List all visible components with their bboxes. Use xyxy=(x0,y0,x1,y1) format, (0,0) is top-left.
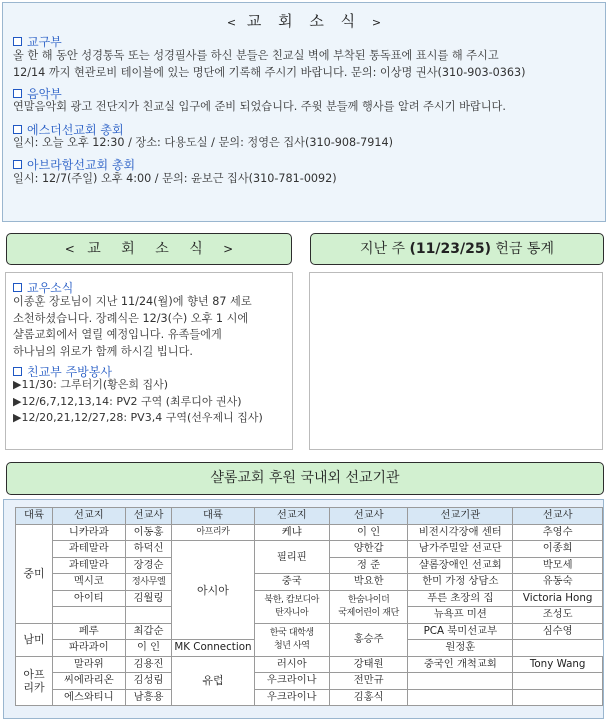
table-row xyxy=(16,673,603,690)
field-cell: 우크라이나 xyxy=(254,673,329,690)
section-heading-text: 교우소식 xyxy=(27,281,74,295)
header-field: 선교지 xyxy=(52,508,125,525)
missionary-cell: 이 인 xyxy=(329,524,407,541)
organization-cell xyxy=(408,673,513,690)
continent-cell: 아프리카 xyxy=(172,524,254,541)
bracket-left: < xyxy=(64,242,75,256)
missionary-cell: 이동홍 xyxy=(125,524,172,541)
stats-date: (11/23/25) xyxy=(409,241,491,257)
text-line: 소천하셨습니다. 장례식은 12/3(수) 오후 1 시에 xyxy=(13,311,249,325)
church-news-title-text: 교 회 소 식 xyxy=(246,12,362,30)
field-cell: 파라과이 xyxy=(52,640,125,657)
offering-stats-header-text xyxy=(360,241,554,257)
section-heading-text: 교구부 xyxy=(27,35,62,49)
text-line: 일시: 오늘 오후 12:30 / 장소: 다용도실 / 문의: 정영은 집사(310-908-7914) xyxy=(13,136,393,149)
organization-cell: 한미 가정 상담소 xyxy=(408,574,513,591)
church-news-title xyxy=(3,10,605,31)
field-cell: 페루 xyxy=(52,623,125,640)
field-cell: 씨에라리온 xyxy=(52,673,125,690)
field-cell: 과테말라 xyxy=(52,541,125,558)
header-missionary: 선교사 xyxy=(329,508,407,525)
section-body-members xyxy=(13,294,252,360)
field-cell xyxy=(254,623,329,656)
field-cell: 니카라과 xyxy=(52,524,125,541)
offering-stats-panel xyxy=(309,272,603,450)
missionary-cell: 원정훈 xyxy=(408,640,513,657)
missionary-cell: 김홍식 xyxy=(329,689,407,706)
field-cell: 러시아 xyxy=(254,656,329,673)
church-news-top-panel xyxy=(2,2,606,222)
text-line: 12/14 까지 현관로비 테이블에 있는 명단에 기록해 주시기 바랍니다. 문의: 이상명 권사(310-903-0363) xyxy=(13,66,526,79)
missionary-cell: 심수영 xyxy=(513,623,603,640)
continent-cell xyxy=(16,656,53,706)
header-field: 선교지 xyxy=(254,508,329,525)
text-line: 하나님의 위로가 함께 하시길 빕니다. xyxy=(13,344,193,358)
text-line: 이종훈 장로님이 지난 11/24(월)에 향년 87 세로 xyxy=(13,295,252,308)
missionary-cell xyxy=(125,607,172,624)
header-organization: 선교기관 xyxy=(408,508,513,525)
missionary-cell: 김월링 xyxy=(125,590,172,607)
organization-cell: 뉴욕프 미션 xyxy=(408,607,513,624)
continent-cell: 남미 xyxy=(16,623,53,656)
header-missionary: 선교사 xyxy=(513,508,603,525)
missionary-cell: 양한갑 xyxy=(329,541,407,558)
checkbox-square-icon xyxy=(13,160,22,169)
field-cell: 에스와티니 xyxy=(52,689,125,706)
church-news-header-text xyxy=(65,241,233,257)
continent-line: 아프 xyxy=(23,667,45,681)
table-header-row xyxy=(16,508,603,525)
section-heading-text: 친교부 주방봉사 xyxy=(27,365,112,379)
field-cell: 필리핀 xyxy=(254,541,329,574)
organization-cell: 중국인 개척교회 xyxy=(408,656,513,673)
organization-cell: 비전시각장애 센터 xyxy=(408,524,513,541)
missionary-cell: 박모세 xyxy=(513,557,603,574)
stats-prefix: 지난 주 xyxy=(360,241,410,257)
field-cell: 중국 xyxy=(254,574,329,591)
organization-cell xyxy=(408,689,513,706)
bracket-right: > xyxy=(223,242,234,256)
bracket-left: < xyxy=(226,16,237,29)
field-line: 탄자니아 xyxy=(275,607,309,618)
table-row xyxy=(16,590,603,607)
organization-cell: MK Connection xyxy=(172,640,254,657)
section-heading-text: 에스더선교회 총회 xyxy=(27,123,124,137)
field-cell: 아이티 xyxy=(52,590,125,607)
continent-line: 리카 xyxy=(23,680,45,694)
missionary-line: 국제어린이 재단 xyxy=(338,607,399,618)
header-missionary: 선교사 xyxy=(125,508,172,525)
missionary-cell: 이종희 xyxy=(513,541,603,558)
missionary-line: 한숨나이더 xyxy=(347,594,390,605)
text-line: 일시: 12/7(주일) 오후 4:00 / 문의: 윤보근 집사(310-781-0092) xyxy=(13,172,337,185)
missionary-cell: 하덕신 xyxy=(125,541,172,558)
missionary-cell xyxy=(513,673,603,690)
text-line: 샬롬교회에서 열릴 예정입니다. 유족들에게 xyxy=(13,328,222,341)
checkbox-square-icon xyxy=(13,37,22,46)
missionary-cell: 추영수 xyxy=(513,524,603,541)
field-line: 한국 대학생 xyxy=(269,627,314,638)
missionary-cell: 김용진 xyxy=(125,656,172,673)
church-news-header-title: 교 회 소 식 xyxy=(87,241,211,257)
continent-cell: 유럽 xyxy=(172,656,254,706)
text-line: 올 한 해 동안 성경통독 또는 성경필사를 하신 분들은 친교실 벽에 부착된 통독표에 표시를 해 주시고 xyxy=(13,49,499,62)
section-body-esther xyxy=(13,134,393,151)
missionary-cell: 정사무엘 xyxy=(125,574,172,591)
header-continent: 대륙 xyxy=(172,508,254,525)
table-row xyxy=(16,574,603,591)
bracket-right: > xyxy=(371,16,382,29)
missions-header xyxy=(6,462,604,495)
field-cell: 과테말라 xyxy=(52,557,125,574)
missionary-cell: 김성림 xyxy=(125,673,172,690)
missionary-cell xyxy=(513,689,603,706)
missionary-cell: 장경순 xyxy=(125,557,172,574)
field-cell: 우크라이나 xyxy=(254,689,329,706)
continent-cell: 아시아 xyxy=(172,541,254,640)
missionary-cell: Victoria Hong xyxy=(513,590,603,607)
table-row xyxy=(16,524,603,541)
church-news-panel xyxy=(5,272,293,450)
field-cell xyxy=(52,607,125,624)
text-line: ▶12/6,7,12,13,14: PV2 구역 (최루디아 권사) xyxy=(13,394,242,408)
section-heading-text: 아브라함선교회 총회 xyxy=(27,158,136,172)
organization-cell: PCA 북미선교부 xyxy=(408,623,513,640)
missionary-cell: Tony Wang xyxy=(513,656,603,673)
section-body-music xyxy=(13,98,506,115)
missionary-cell: 강태원 xyxy=(329,656,407,673)
missionary-cell: 최갑순 xyxy=(125,623,172,640)
missionary-cell: 이 인 xyxy=(125,640,172,657)
missions-table xyxy=(15,507,603,706)
checkbox-square-icon xyxy=(13,283,22,292)
checkbox-square-icon xyxy=(13,125,22,134)
field-cell: 케냐 xyxy=(254,524,329,541)
text-line: 연말음악회 광고 전단지가 친교실 입구에 준비 되었습니다. 주윗 분들께 행사를 알려 주시기 바랍니다. xyxy=(13,100,506,113)
header-continent: 대륙 xyxy=(16,508,53,525)
text-line: ▶12/20,21,12/27,28: PV3,4 구역(선우제니 집사) xyxy=(13,411,263,424)
missionary-cell: 박요한 xyxy=(329,574,407,591)
section-body-abraham xyxy=(13,170,337,187)
missionary-cell: 홍승주 xyxy=(329,623,407,656)
checkbox-square-icon xyxy=(13,89,22,98)
field-cell xyxy=(254,590,329,623)
organization-cell: 푸른 초장의 집 xyxy=(408,590,513,607)
missions-header-text: 샬롬교회 후원 국내외 선교기관 xyxy=(210,470,400,486)
section-body-kitchen xyxy=(13,377,263,427)
section-body-gyogu xyxy=(13,47,526,81)
missions-table-panel xyxy=(3,499,604,719)
field-line: 북한, 캄보디아 xyxy=(264,594,320,605)
field-line: 청년 사역 xyxy=(273,640,310,651)
table-row xyxy=(16,656,603,673)
field-cell: 말라위 xyxy=(52,656,125,673)
text-line: ▶11/30: 그루터기(황은희 집사) xyxy=(13,378,169,391)
section-heading-text: 음악부 xyxy=(27,87,62,101)
missionary-cell: 전만규 xyxy=(329,673,407,690)
table-row xyxy=(16,541,603,558)
organization-cell: 샬롬장애인 선교회 xyxy=(408,557,513,574)
organization-cell: 남가주밀알 선교단 xyxy=(408,541,513,558)
stats-suffix: 헌금 통계 xyxy=(490,241,554,257)
missionary-cell xyxy=(329,590,407,623)
field-cell: 멕시코 xyxy=(52,574,125,591)
table-row xyxy=(16,689,603,706)
table-row xyxy=(16,623,603,640)
continent-cell: 중미 xyxy=(16,524,53,623)
checkbox-square-icon xyxy=(13,367,22,376)
missionary-cell: 정 준 xyxy=(329,557,407,574)
offering-stats-header xyxy=(310,233,604,265)
missionary-cell: 유동숙 xyxy=(513,574,603,591)
missionary-cell: 남흥용 xyxy=(125,689,172,706)
church-news-header xyxy=(6,233,292,265)
missionary-cell: 조성도 xyxy=(513,607,603,624)
